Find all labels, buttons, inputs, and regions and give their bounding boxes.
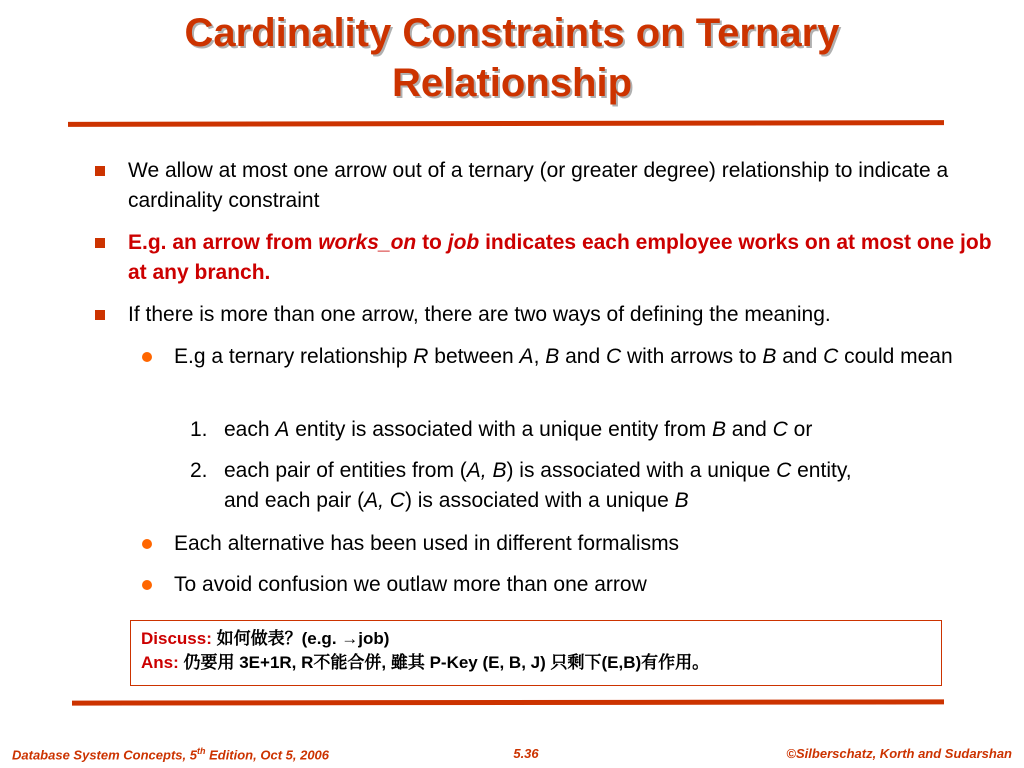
bullet-1 (128, 156, 998, 216)
square-bullet-icon (95, 166, 105, 176)
discuss-text: 如何做表？(e.g. (211, 629, 342, 648)
round-bullet-icon (142, 352, 152, 362)
right-arrow-icon: → (341, 629, 359, 648)
bullet-3-text: If there is more than one arrow, there are two ways of defining the meaning. (128, 303, 831, 326)
sub-bullet-1-text-4: and (559, 345, 606, 368)
bullet-2-mid: to (416, 231, 448, 254)
numbered-item-2-text-4: and each pair ( (224, 489, 365, 512)
numbered-item-2-text-2: ) is associated with a unique (506, 459, 777, 482)
sub-bullet-1-b2: B (762, 345, 777, 368)
answer-text: 仍要用 3E+1R, R不能合併, 雖其 P-Key (E, B, J) 只剩下(E,B)有作用。 (178, 653, 710, 672)
sub-bullet-1-c: C (605, 345, 622, 368)
numbered-item-1-text-2: entity is associated with a unique entity from (289, 418, 712, 441)
footer-left (12, 746, 329, 762)
sub-bullet-1-text-6: and (776, 345, 824, 368)
footer-edition-date: Edition, Oct 5, 2006 (205, 747, 330, 763)
numbered-item-1-text-3: and (725, 418, 773, 441)
sub-bullet-1-text-5: with arrows to (621, 345, 763, 368)
numbered-item-2-text-1: each pair of entities from ( (224, 459, 467, 482)
footer-copyright: ©Silberschatz, Korth and Sudarshan (786, 746, 1012, 761)
sub-bullet-1 (174, 342, 999, 372)
sub-bullet-1-c2: C (823, 345, 839, 368)
bullet-2-prefix: E.g. an arrow from (128, 231, 319, 254)
numbered-item-1-text-4: or (787, 418, 813, 441)
bullet-2-works-on: works_on (318, 231, 417, 254)
numbered-item-2-text-5: ) is associated with a unique (404, 489, 675, 512)
title-line-2: Relationship (391, 61, 633, 105)
sub-bullet-1-text-1: E.g a ternary relationship (174, 345, 414, 368)
sub-bullet-1-text-2: between (428, 345, 520, 368)
bullet-2-suffix: indicates each employee works on at most one job at any branch. (128, 231, 992, 284)
title-line-1: Cardinality Constraints on Ternary (184, 11, 840, 55)
sub-bullet-1-r: R (413, 345, 429, 368)
numbered-item-1 (224, 415, 984, 445)
sub-bullet-3-text: To avoid confusion we outlaw more than one arrow (174, 573, 647, 596)
numbered-item-2-c: C (776, 459, 792, 482)
numbered-item-1-number: 1. (190, 418, 208, 441)
round-bullet-icon (142, 580, 152, 590)
sub-bullet-1-text-3: , (533, 345, 546, 368)
bullet-2-job: job (447, 231, 480, 254)
sub-bullet-3 (174, 570, 999, 600)
sub-bullet-1-b: B (545, 345, 560, 368)
answer-line (141, 651, 931, 675)
answer-label: Ans: (141, 653, 179, 672)
numbered-item-2-text-3: entity, (791, 459, 852, 482)
sub-bullet-2 (174, 529, 999, 559)
bullet-2 (128, 228, 998, 288)
round-bullet-icon (142, 539, 152, 549)
square-bullet-icon (95, 238, 105, 248)
numbered-item-2-ac: A, C (364, 489, 405, 512)
sub-bullet-2-text: Each alternative has been used in different formalisms (174, 532, 680, 555)
footer-edition-sup: th (196, 746, 206, 756)
numbered-item-2-ab: A, B (466, 459, 507, 482)
discuss-label: Discuss: (141, 629, 212, 648)
sub-bullet-1-text-7: could mean (838, 345, 953, 368)
discussion-note-box (130, 620, 942, 686)
sub-bullet-1-a: A (519, 345, 534, 368)
numbered-item-1-a: A (275, 418, 290, 441)
bullet-3 (128, 300, 1008, 330)
square-bullet-icon (95, 310, 105, 320)
numbered-item-1-text-1: each (224, 418, 276, 441)
footer-book-title: Database System Concepts, 5 (12, 747, 197, 763)
numbered-item-2-number: 2. (190, 459, 208, 482)
numbered-item-2 (224, 456, 1004, 516)
bullet-1-text: We allow at most one arrow out of a ternary (or greater degree) relationship to indicate a cardinality constraint (128, 159, 949, 212)
numbered-item-1-c: C (772, 418, 788, 441)
footer-page-number: 5.36 (513, 746, 539, 761)
numbered-item-1-b: B (711, 418, 726, 441)
discuss-line (141, 627, 931, 651)
discuss-end: job) (358, 629, 390, 648)
numbered-item-2-b: B (674, 489, 689, 512)
